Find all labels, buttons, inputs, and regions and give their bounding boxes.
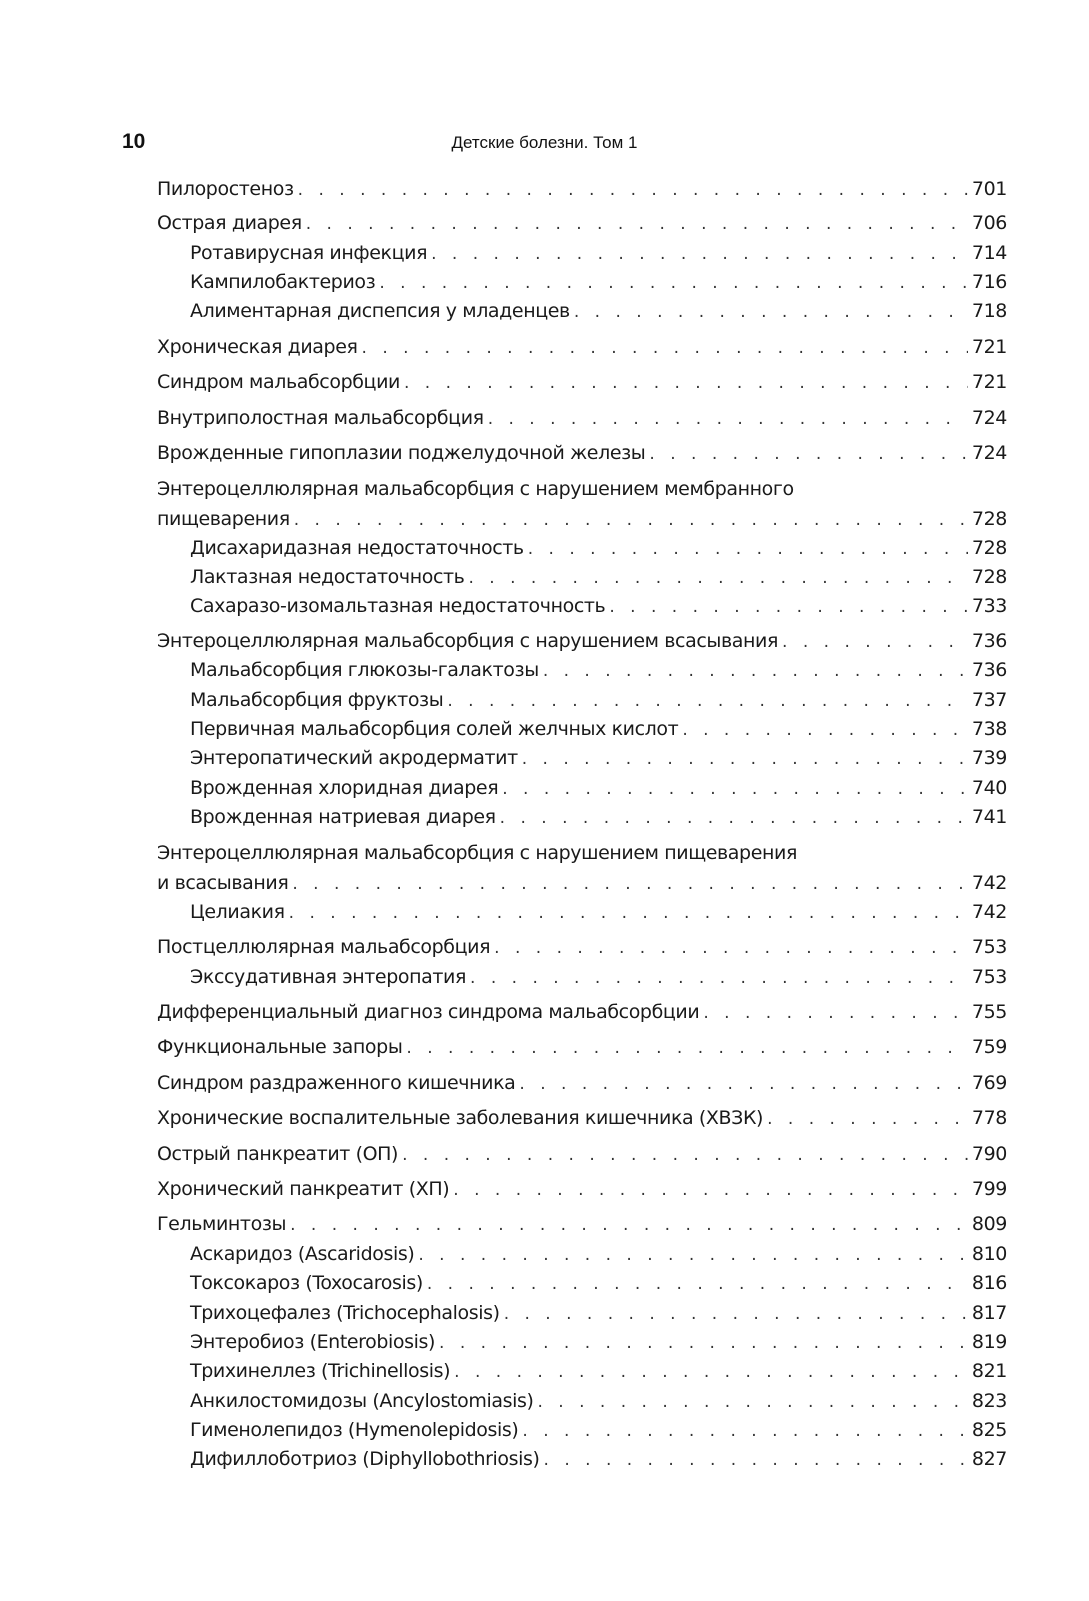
dot-leader <box>767 1109 968 1129</box>
toc-entry-title: пищеварения <box>157 508 290 530</box>
dot-leader <box>609 597 968 617</box>
toc-entry-title: Синдром мальабсорбции <box>157 371 400 393</box>
toc-entry-page: 701 <box>971 178 1007 200</box>
toc-subentry[interactable] <box>190 595 1007 625</box>
dot-leader <box>522 749 968 769</box>
toc-entry-page: 728 <box>971 537 1007 559</box>
toc-subentry[interactable] <box>190 1360 1007 1390</box>
toc-entry-title: Функциональные запоры <box>157 1036 403 1058</box>
toc-subentry[interactable] <box>190 300 1007 330</box>
dot-leader <box>294 510 968 530</box>
toc-entry-page: 741 <box>971 806 1007 828</box>
toc-entry-page: 716 <box>971 271 1007 293</box>
toc-entry-page: 724 <box>971 407 1007 429</box>
toc-entry-title: Дифференциальный диагноз синдрома мальабсорбции <box>157 1001 700 1023</box>
toc-entry-page: 799 <box>971 1178 1007 1200</box>
toc-subentry[interactable] <box>190 718 1007 748</box>
toc-entry-title: Хронические воспалительные заболевания кишечника (ХВЗК) <box>157 1107 764 1129</box>
toc-entry-title: Мальабсорбция фруктозы <box>190 689 444 711</box>
dot-leader <box>468 568 967 588</box>
toc-subentry[interactable] <box>190 1272 1007 1302</box>
toc-entry-page: 759 <box>971 1036 1007 1058</box>
dot-leader <box>703 1003 968 1023</box>
dot-leader <box>406 1038 968 1058</box>
dot-leader <box>682 720 968 740</box>
dot-leader <box>362 338 968 358</box>
toc-entry-page: 755 <box>971 1001 1007 1023</box>
toc-subentry[interactable] <box>190 1448 1007 1478</box>
toc-entry-page: 728 <box>971 566 1007 588</box>
dot-leader <box>447 691 968 711</box>
toc-entry-page: 737 <box>971 689 1007 711</box>
toc-entry-page: 816 <box>971 1272 1007 1294</box>
dot-leader <box>519 1074 968 1094</box>
toc-entry-title: Синдром раздраженного кишечника <box>157 1072 516 1094</box>
toc-entry-title: Первичная мальабсорбция солей желчных кислот <box>190 718 679 740</box>
toc-entry-title: Ротавирусная инфекция <box>190 242 428 264</box>
toc-subentry[interactable] <box>190 806 1007 836</box>
dot-leader <box>500 808 968 828</box>
toc-entry-page: 823 <box>971 1390 1007 1412</box>
toc-entry-title: Энтероцеллюлярная мальабсорбция с нарушением всасывания <box>157 630 779 652</box>
toc-entry-title: Постцеллюлярная мальабсорбция <box>157 936 491 958</box>
dot-leader <box>522 1421 968 1441</box>
toc-entry[interactable] <box>157 1036 1007 1066</box>
toc-entry-page: 753 <box>971 936 1007 958</box>
dot-leader <box>292 874 968 894</box>
toc-subentry[interactable] <box>190 537 1007 567</box>
toc-entry[interactable] <box>157 630 1007 660</box>
dot-leader <box>402 1145 968 1165</box>
toc-entry-title: Сахаразо-изомальтазная недостаточность <box>190 595 606 617</box>
dot-leader <box>379 273 968 293</box>
toc-subentry[interactable] <box>190 1331 1007 1361</box>
toc-entry[interactable] <box>157 442 1007 472</box>
toc-subentry[interactable] <box>190 1302 1007 1332</box>
dot-leader <box>544 1450 968 1470</box>
toc-entry-page: 721 <box>971 336 1007 358</box>
toc-subentry[interactable] <box>190 777 1007 807</box>
toc-entry-page: 724 <box>971 442 1007 464</box>
toc-entry-title: Целиакия <box>190 901 285 923</box>
toc-entry-title: Анкилостомидозы (Ancylostomiasis) <box>190 1390 534 1412</box>
dot-leader <box>418 1245 968 1265</box>
dot-leader <box>431 244 968 264</box>
toc-entry-title: Острая диарея <box>157 212 302 234</box>
toc-entry[interactable] <box>157 371 1007 401</box>
toc-entry-page: 706 <box>971 212 1007 234</box>
toc-entry-title: Врожденные гипоплазии поджелудочной железы <box>157 442 646 464</box>
toc-entry-page: 728 <box>971 508 1007 530</box>
toc-entry-page: 827 <box>971 1448 1007 1470</box>
toc-entry-title: Энтеробиоз (Enterobiosis) <box>190 1331 436 1353</box>
page-number: 10 <box>122 130 146 153</box>
toc-entry[interactable] <box>157 407 1007 437</box>
toc-entry-page: 819 <box>971 1331 1007 1353</box>
dot-leader <box>427 1274 968 1294</box>
dot-leader <box>502 779 968 799</box>
toc-subentry[interactable] <box>190 747 1007 777</box>
toc-entry-title: Трихоцефалез (Trichocephalosis) <box>190 1302 500 1324</box>
toc-entry[interactable] <box>157 478 1007 538</box>
dot-leader <box>289 903 968 923</box>
dot-leader <box>504 1304 968 1324</box>
dot-leader <box>649 444 968 464</box>
toc-entry-title-line1: Энтероцеллюлярная мальабсорбция с нарушением пищеварения <box>157 842 797 864</box>
toc-entry[interactable] <box>157 1001 1007 1031</box>
toc-entry-title: Аскаридоз (Ascaridosis) <box>190 1243 415 1265</box>
toc-entry-title: Лактазная недостаточность <box>190 566 465 588</box>
toc-entry-title: и всасывания <box>157 872 289 894</box>
dot-leader <box>782 632 968 652</box>
toc-entry-title: Кампилобактериоз <box>190 271 376 293</box>
toc-entry-title: Дифиллоботриоз (Diphyllobothriosis) <box>190 1448 540 1470</box>
toc-entry-page: 740 <box>971 777 1007 799</box>
toc-entry-title: Трихинеллез (Trichinellosis) <box>190 1360 451 1382</box>
toc-entry-page: 790 <box>971 1143 1007 1165</box>
toc-entry-page: 714 <box>971 242 1007 264</box>
toc-entry-title-line1: Энтероцеллюлярная мальабсорбция с нарушением мембранного <box>157 478 794 500</box>
toc-entry-page: 738 <box>971 718 1007 740</box>
toc-entry-title: Хроническая диарея <box>157 336 358 358</box>
toc-entry-page: 753 <box>971 966 1007 988</box>
toc-entry[interactable] <box>157 1143 1007 1173</box>
toc-entry-title: Пилоростеноз <box>157 178 294 200</box>
toc-entry-page: 739 <box>971 747 1007 769</box>
toc-entry-title: Энтеропатический акродерматит <box>190 747 518 769</box>
dot-leader <box>290 1215 968 1235</box>
toc-entry-page: 810 <box>971 1243 1007 1265</box>
toc-entry-page: 817 <box>971 1302 1007 1324</box>
toc-entry-title: Алиментарная диспепсия у младенцев <box>190 300 570 322</box>
toc-entry[interactable] <box>157 936 1007 966</box>
toc-entry-title: Острый панкреатит (ОП) <box>157 1143 399 1165</box>
toc-entry-title: Мальабсорбция глюкозы-галактозы <box>190 659 539 681</box>
toc-entry-title: Экссудативная энтеропатия <box>190 966 467 988</box>
running-head: Детские болезни. Том 1 <box>451 133 638 152</box>
dot-leader <box>454 1362 968 1382</box>
toc-subentry[interactable] <box>190 659 1007 689</box>
toc-entry-page: 769 <box>971 1072 1007 1094</box>
dot-leader <box>543 661 968 681</box>
dot-leader <box>488 409 968 429</box>
dot-leader <box>453 1180 968 1200</box>
toc-entry-page: 778 <box>971 1107 1007 1129</box>
toc-entry[interactable] <box>157 178 1007 208</box>
toc-subentry[interactable] <box>190 1243 1007 1273</box>
toc-subentry[interactable] <box>190 689 1007 719</box>
toc-entry-page: 733 <box>971 595 1007 617</box>
toc-entry[interactable] <box>157 1072 1007 1102</box>
toc-subentry[interactable] <box>190 242 1007 272</box>
toc-subentry[interactable] <box>190 1419 1007 1449</box>
toc-entry[interactable] <box>157 336 1007 366</box>
toc-subentry[interactable] <box>190 566 1007 596</box>
toc-entry-page: 721 <box>971 371 1007 393</box>
dot-leader <box>494 938 968 958</box>
toc-entry-page: 825 <box>971 1419 1007 1441</box>
dot-leader <box>574 302 968 322</box>
dot-leader <box>528 539 968 559</box>
toc-entry[interactable] <box>157 1107 1007 1137</box>
dot-leader <box>306 214 968 234</box>
toc-entry-title: Врожденная хлоридная диарея <box>190 777 499 799</box>
toc-entry-page: 742 <box>971 901 1007 923</box>
toc-subentry[interactable] <box>190 901 1007 931</box>
toc-entry-title: Гельминтозы <box>157 1213 287 1235</box>
toc-entry[interactable] <box>157 212 1007 242</box>
toc-entry-title: Гименолепидоз (Hymenolepidosis) <box>190 1419 519 1441</box>
toc-entry-page: 742 <box>971 872 1007 894</box>
toc-entry-title: Врожденная натриевая диарея <box>190 806 496 828</box>
toc-entry[interactable] <box>157 842 1007 902</box>
dot-leader <box>439 1333 968 1353</box>
toc-entry-page: 736 <box>971 659 1007 681</box>
dot-leader <box>298 180 968 200</box>
toc-subentry[interactable] <box>190 1390 1007 1420</box>
toc-entry-page: 718 <box>971 300 1007 322</box>
toc-entry-page: 821 <box>971 1360 1007 1382</box>
toc-entry-title: Токсокароз (Toxocarosis) <box>190 1272 423 1294</box>
toc-subentry[interactable] <box>190 271 1007 301</box>
toc-entry-page: 809 <box>971 1213 1007 1235</box>
toc-subentry[interactable] <box>190 966 1007 996</box>
dot-leader <box>404 373 968 393</box>
toc-entry[interactable] <box>157 1213 1007 1243</box>
dot-leader <box>470 968 968 988</box>
toc-entry-page: 736 <box>971 630 1007 652</box>
toc-entry-title: Внутриполостная мальабсорбция <box>157 407 484 429</box>
toc-entry-title: Хронический панкреатит (ХП) <box>157 1178 450 1200</box>
toc-entry[interactable] <box>157 1178 1007 1208</box>
toc-entry-title: Дисахаридазная недостаточность <box>190 537 524 559</box>
dot-leader <box>537 1392 967 1412</box>
